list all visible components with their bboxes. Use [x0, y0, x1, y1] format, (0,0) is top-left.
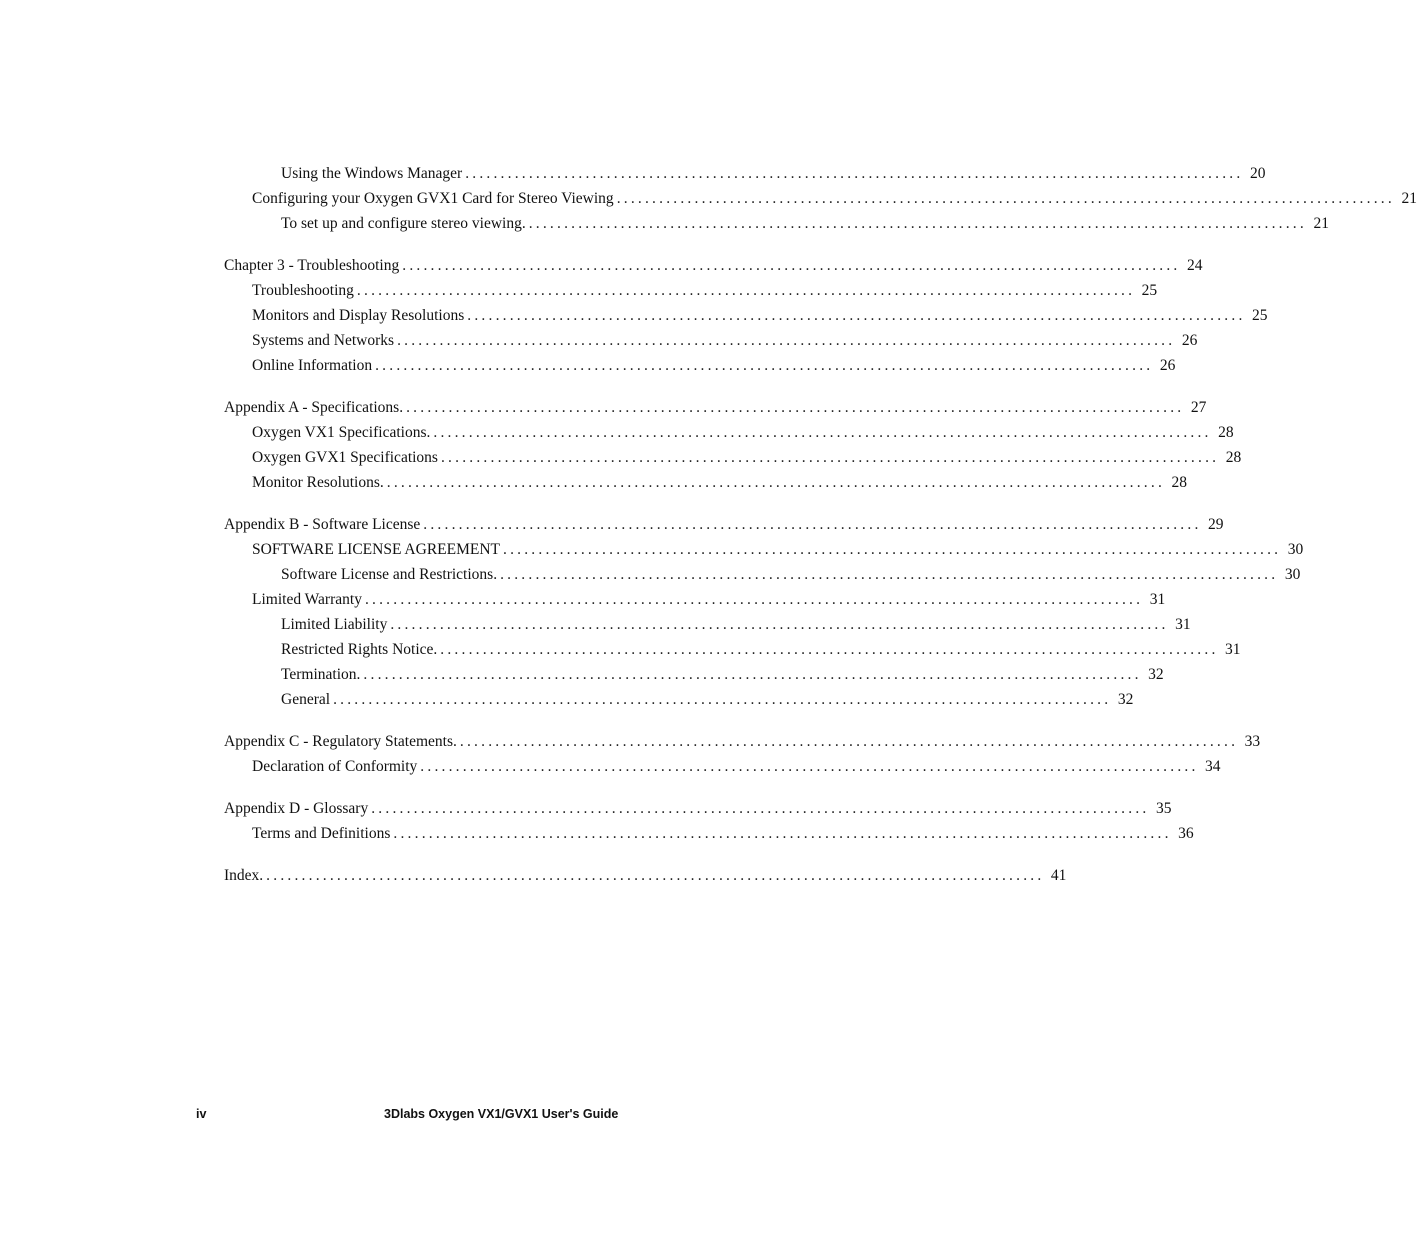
toc-entry-page: 34 — [1205, 758, 1221, 775]
toc-entry-page: 25 — [1252, 307, 1268, 324]
footer-page-number: iv — [196, 1107, 207, 1121]
toc-entry-page: 25 — [1141, 282, 1158, 299]
toc-entry-page: 20 — [1249, 165, 1266, 182]
toc-entry-page: 24 — [1187, 257, 1203, 274]
toc-entry-label: Appendix D - Glossary — [224, 800, 369, 817]
toc-entry[interactable] — [252, 279, 1158, 303]
dot-leader: .............................................................................................................. — [459, 733, 1239, 750]
toc-entry-page: 28 — [1171, 474, 1188, 491]
toc-entry-label: Online Information — [252, 357, 373, 374]
toc-entry[interactable] — [281, 162, 1266, 186]
toc-entry-page: 31 — [1225, 641, 1241, 658]
toc-entry[interactable] — [281, 212, 1329, 236]
dot-leader: .............................................................................................................. — [266, 867, 1045, 884]
toc-entry-page: 30 — [1284, 566, 1301, 583]
toc-entry[interactable] — [252, 755, 1221, 779]
toc-entry-label: Oxygen VX1 Specifications. — [252, 424, 431, 441]
toc-entry-page: 27 — [1190, 399, 1207, 416]
dot-leader: .............................................................................................................. — [375, 357, 1154, 374]
toc-entry-page: 35 — [1155, 800, 1172, 817]
dot-leader: .............................................................................................................. — [393, 825, 1172, 842]
toc-entry-label: Appendix C - Regulatory Statements. — [224, 733, 457, 750]
toc-entry-label: Terms and Definitions — [252, 825, 391, 842]
toc-entry-label: Systems and Networks — [252, 332, 395, 349]
toc-entry[interactable] — [281, 613, 1191, 637]
toc-entry[interactable] — [224, 797, 1172, 821]
toc-entry[interactable] — [224, 396, 1207, 420]
toc-entry-label: Configuring your Oxygen GVX1 Card for Stereo Viewing — [252, 190, 614, 207]
dot-leader: .............................................................................................................. — [406, 399, 1185, 416]
toc-entry-page: 33 — [1244, 733, 1261, 750]
toc-entry-page: 30 — [1287, 541, 1304, 558]
dot-leader: .............................................................................................................. — [465, 165, 1244, 182]
dot-leader: .............................................................................................................. — [500, 566, 1279, 583]
toc-entry-label: Monitors and Display Resolutions — [252, 307, 465, 324]
toc-entry[interactable] — [281, 663, 1164, 687]
toc-entry-label: Limited Warranty — [252, 591, 362, 608]
toc-entry-label: Using the Windows Manager — [281, 165, 463, 182]
toc-entry[interactable] — [252, 187, 1417, 211]
toc-entry-page: 32 — [1148, 666, 1164, 683]
toc-entry[interactable] — [252, 588, 1166, 612]
dot-leader: .............................................................................................................. — [467, 307, 1246, 324]
toc-entry-label: Oxygen GVX1 Specifications — [252, 449, 438, 466]
dot-leader: .............................................................................................................. — [423, 516, 1202, 533]
toc-entry-label: Limited Liability — [281, 616, 388, 633]
toc-entry-page: 29 — [1208, 516, 1224, 533]
toc-entry[interactable] — [252, 822, 1194, 846]
toc-entry[interactable] — [252, 329, 1198, 353]
toc-entry-page: 28 — [1225, 449, 1242, 466]
toc-entry-page: 31 — [1175, 616, 1191, 633]
toc-entry[interactable] — [224, 730, 1261, 754]
toc-entry-label: Appendix B - Software License — [224, 516, 421, 533]
toc-entry-page: 21 — [1313, 215, 1329, 232]
dot-leader: .............................................................................................................. — [420, 758, 1199, 775]
dot-leader: .............................................................................................................. — [390, 616, 1169, 633]
toc-entry-page: 26 — [1181, 332, 1198, 349]
toc-entry-label: Termination. — [281, 666, 361, 683]
toc-entry[interactable] — [252, 538, 1304, 562]
toc-entry-page: 32 — [1117, 691, 1134, 708]
dot-leader: .............................................................................................................. — [397, 332, 1176, 349]
dot-leader: .............................................................................................................. — [402, 257, 1181, 274]
toc-entry[interactable] — [224, 254, 1203, 278]
toc-entry-label: Monitor Resolutions. — [252, 474, 384, 491]
toc-entry-label: Software License and Restrictions. — [281, 566, 498, 583]
toc-entry-label: Troubleshooting — [252, 282, 354, 299]
dot-leader: .............................................................................................................. — [371, 800, 1150, 817]
toc-entry-label: Chapter 3 - Troubleshooting — [224, 257, 400, 274]
toc-entry[interactable] — [281, 563, 1301, 587]
toc-entry-page: 28 — [1218, 424, 1234, 441]
footer-title: 3Dlabs Oxygen VX1/GVX1 User's Guide — [384, 1107, 619, 1121]
toc-entry-page: 21 — [1401, 190, 1417, 207]
toc-entry-page: 26 — [1159, 357, 1176, 374]
toc-entry-label: Index. — [224, 867, 264, 884]
toc-entry[interactable] — [252, 471, 1188, 495]
dot-leader: .............................................................................................................. — [333, 691, 1112, 708]
toc-entry-label: Declaration of Conformity — [252, 758, 418, 775]
toc-entry-label: To set up and configure stereo viewing. — [281, 215, 526, 232]
toc-entry[interactable] — [252, 304, 1268, 328]
toc-entry-label: Appendix A - Specifications. — [224, 399, 404, 416]
toc-entry-page: 36 — [1178, 825, 1194, 842]
toc-entry[interactable] — [252, 446, 1242, 470]
dot-leader: .............................................................................................................. — [386, 474, 1166, 491]
dot-leader: .............................................................................................................. — [363, 666, 1142, 683]
toc-entry[interactable] — [224, 513, 1224, 537]
dot-leader: .............................................................................................................. — [364, 591, 1144, 608]
dot-leader: .............................................................................................................. — [616, 190, 1395, 207]
toc-entry[interactable] — [252, 354, 1176, 378]
toc-entry[interactable] — [281, 688, 1134, 712]
toc-entry[interactable] — [224, 864, 1067, 888]
toc-entry[interactable] — [281, 638, 1241, 662]
toc-entry-label: SOFTWARE LICENSE AGREEMENT — [252, 541, 500, 558]
dot-leader: .............................................................................................................. — [440, 449, 1220, 466]
dot-leader: .............................................................................................................. — [528, 215, 1307, 232]
dot-leader: .............................................................................................................. — [503, 541, 1282, 558]
dot-leader: .............................................................................................................. — [356, 282, 1136, 299]
toc-entry-page: 31 — [1149, 591, 1166, 608]
toc-entry-label: General — [281, 691, 331, 708]
toc-entry-label: Restricted Rights Notice. — [281, 641, 438, 658]
toc-entry-page: 41 — [1050, 867, 1067, 884]
toc-entry[interactable] — [252, 421, 1234, 445]
dot-leader: .............................................................................................................. — [440, 641, 1219, 658]
dot-leader: .............................................................................................................. — [433, 424, 1212, 441]
